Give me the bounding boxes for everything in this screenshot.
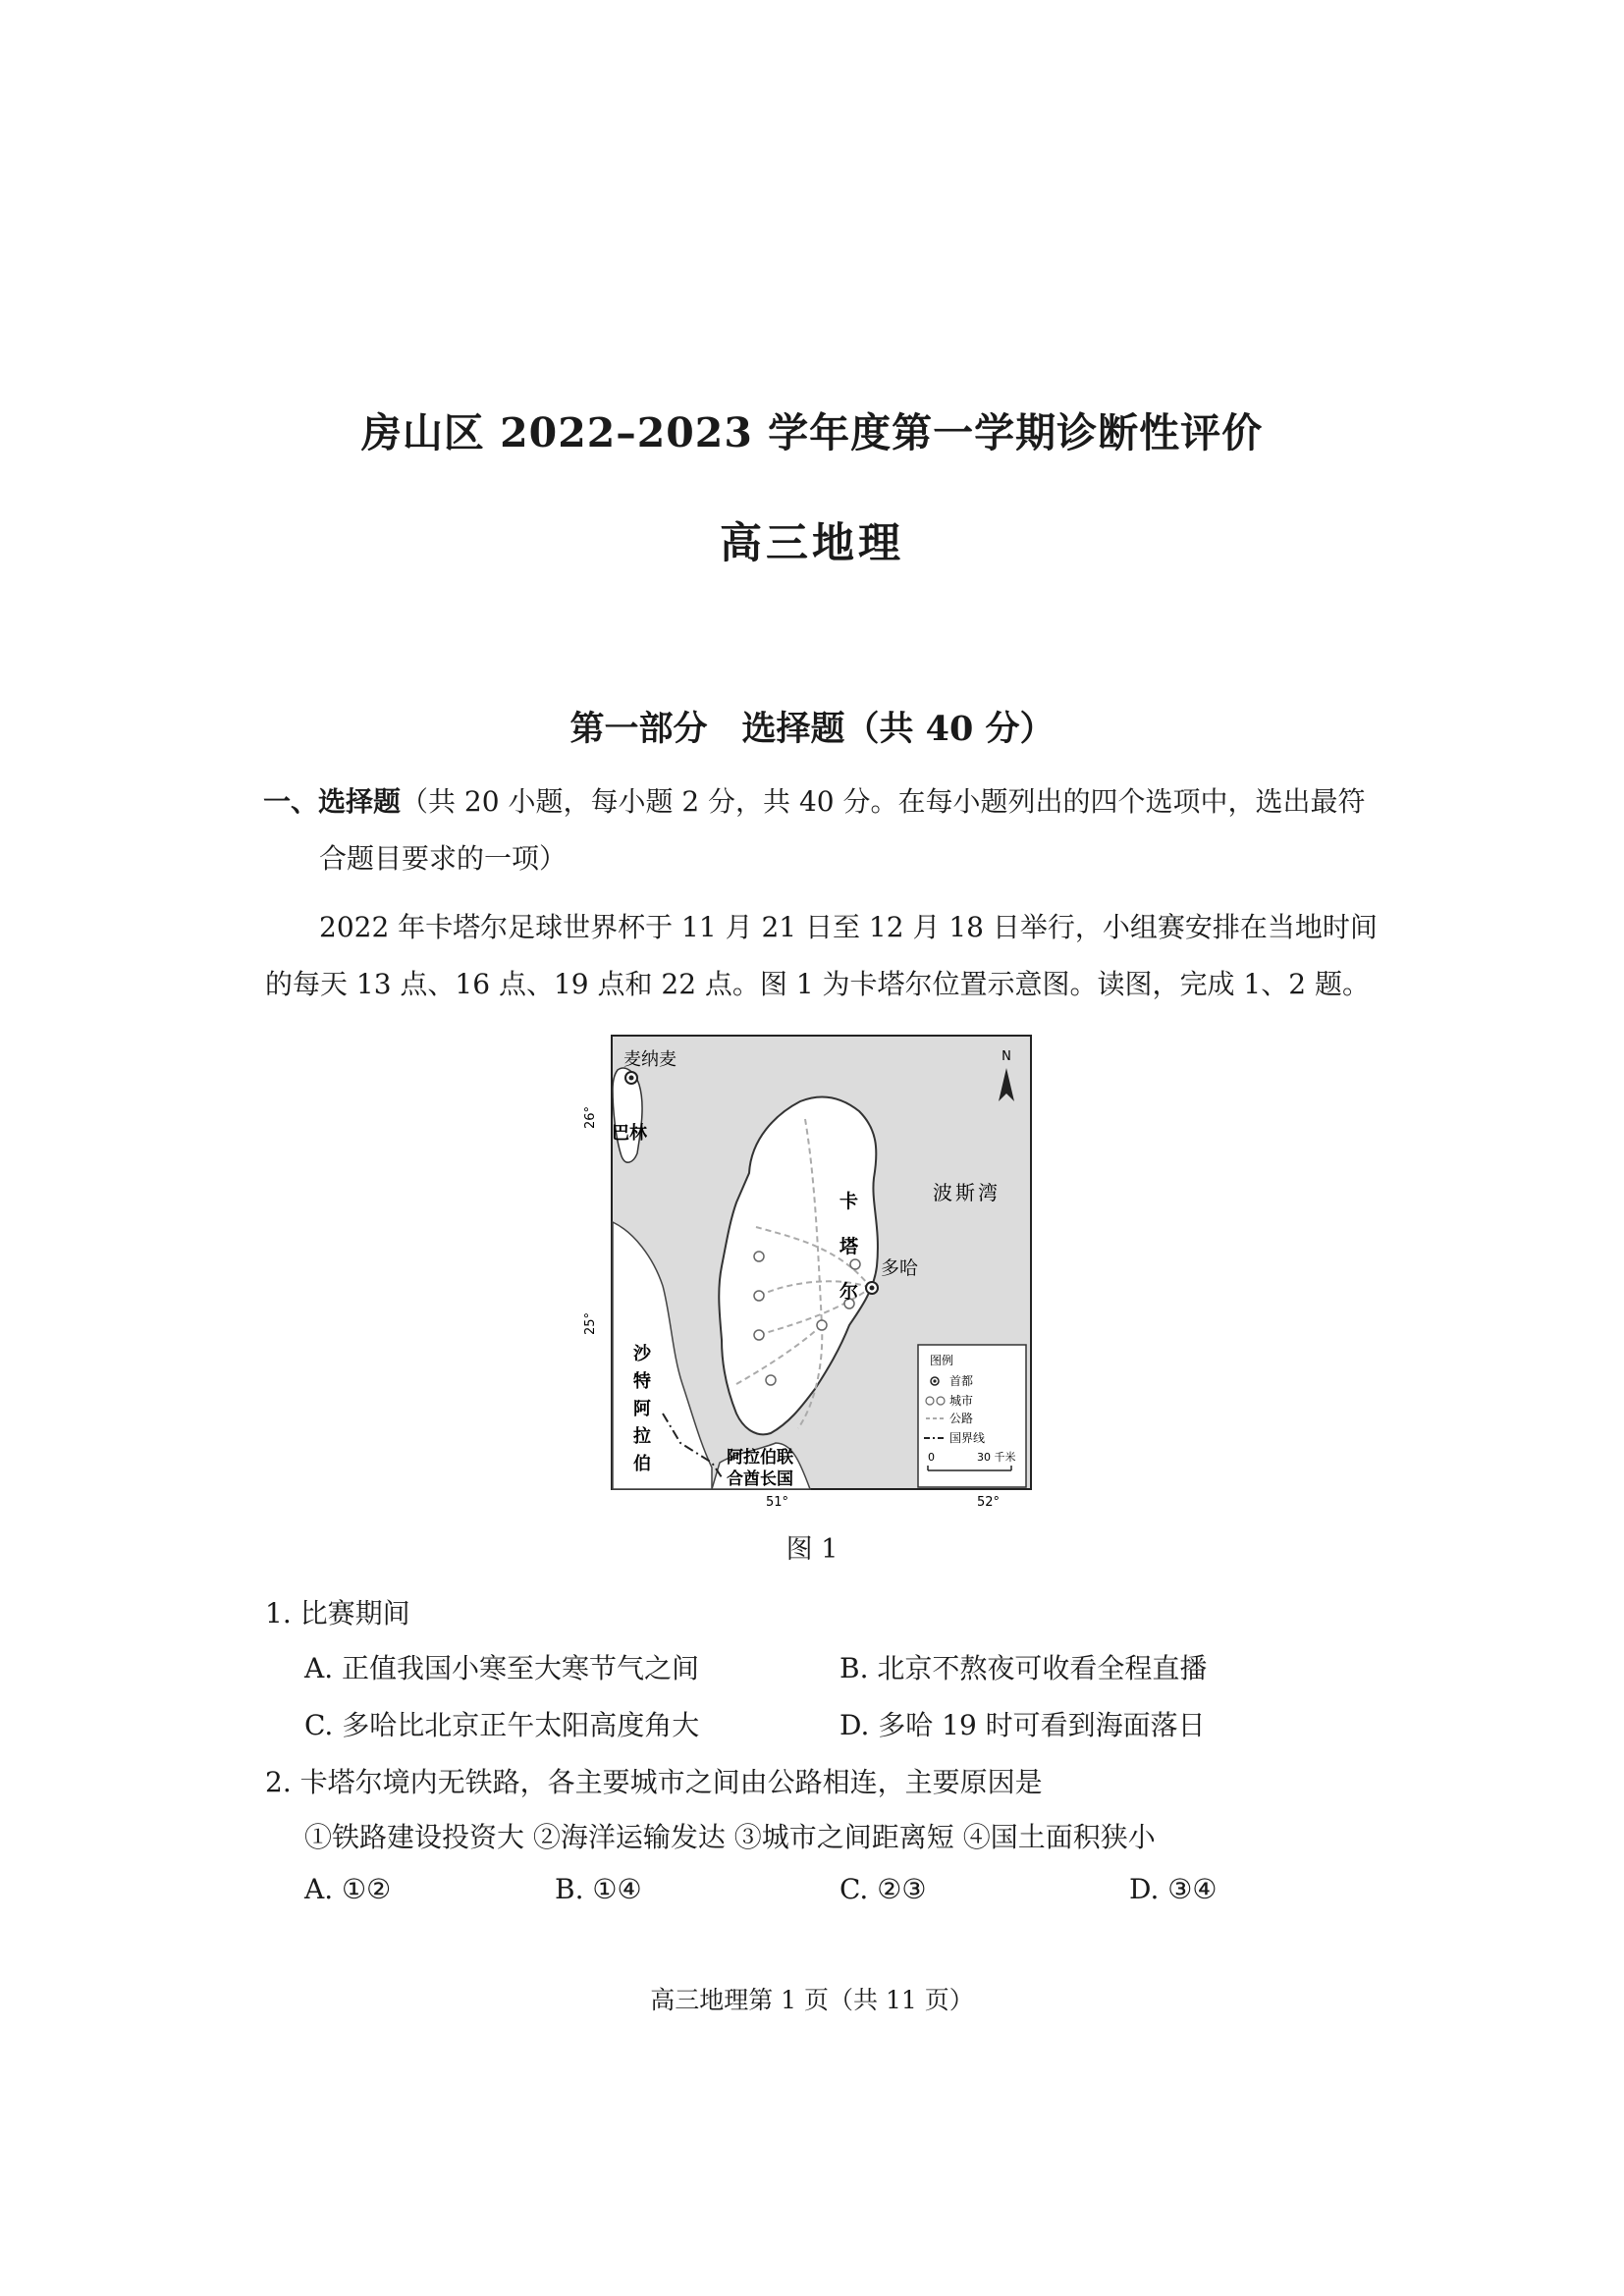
lat-tick-26: 26° <box>583 1105 598 1129</box>
legend-border: 国界线 <box>949 1431 986 1445</box>
section-heading: 第一部分 选择题（共 40 分） <box>569 709 1055 749</box>
page-footer: 高三地理第 1 页（共 11 页） <box>650 1986 974 2014</box>
lon-tick-52: 52° <box>977 1495 1001 1510</box>
label-qatar-1: 卡 <box>839 1191 859 1212</box>
instructions-text: （共 20 小题，每小题 2 分，共 40 分。在每小题列出的四个选项中，选出最符 <box>401 785 1366 818</box>
question-2-factors: ①铁路建设投资大 ②海洋运输发达 ③城市之间距离短 ④国土面积狭小 <box>304 1821 1156 1853</box>
legend-scale-max: 30 千米 <box>977 1451 1016 1464</box>
label-persian-gulf: 波斯湾 <box>933 1181 1001 1204</box>
label-qatar-3: 尔 <box>839 1281 859 1303</box>
legend-city: 城市 <box>949 1394 974 1408</box>
question-2-option-c: C. ②③ <box>839 1873 927 1905</box>
question-1-option-d: D. 多哈 19 时可看到海面落日 <box>839 1709 1206 1741</box>
label-uae-2: 合酋长国 <box>727 1469 793 1489</box>
stem-line-1: 2022 年卡塔尔足球世界杯于 11 月 21 日至 12 月 18 日举行，小组赛安排在当地时间 <box>319 911 1378 943</box>
question-2-option-b: B. ①④ <box>555 1873 642 1905</box>
qatar-location-map <box>565 1031 1036 1510</box>
legend-scale-zero: 0 <box>928 1451 935 1464</box>
legend-road: 公路 <box>949 1412 974 1425</box>
legend-capital: 首都 <box>949 1374 974 1388</box>
stem-line-2: 的每天 13 点、16 点、19 点和 22 点。图 1 为卡塔尔位置示意图。读图，完成 1、2 题。 <box>265 968 1370 1000</box>
question-2-option-a: A. ①② <box>304 1873 392 1905</box>
question-1-option-b: B. 北京不熬夜可收看全程直播 <box>839 1652 1208 1684</box>
subject-title: 高三地理 <box>720 519 904 568</box>
label-uae-1: 阿拉伯联 <box>727 1448 793 1468</box>
instructions-line-2: 合题目要求的一项） <box>319 842 568 875</box>
lat-tick-25: 25° <box>583 1311 598 1335</box>
question-1-stem: 1. 比赛期间 <box>265 1597 410 1629</box>
north-label: N <box>1001 1049 1011 1064</box>
question-1-option-a: A. 正值我国小寒至大寒节气之间 <box>304 1652 700 1684</box>
label-manama: 麦纳麦 <box>623 1049 677 1070</box>
question-1-option-c: C. 多哈比北京正午太阳高度角大 <box>304 1709 700 1741</box>
exam-title: 房山区 2022–2023 学年度第一学期诊断性评价 <box>360 409 1264 456</box>
figure-caption: 图 1 <box>785 1534 839 1565</box>
label-saudi-1: 沙 <box>633 1344 651 1364</box>
map-legend <box>918 1345 1026 1487</box>
part-label: 一、选择题 <box>263 785 402 818</box>
label-saudi-3: 阿 <box>633 1399 651 1419</box>
question-2-option-d: D. ③④ <box>1129 1873 1218 1905</box>
label-saudi-5: 伯 <box>633 1454 651 1474</box>
instructions-line-1 <box>263 781 1366 823</box>
label-bahrain: 巴林 <box>612 1123 647 1144</box>
question-2-stem: 2. 卡塔尔境内无铁路，各主要城市之间由公路相连，主要原因是 <box>265 1766 1043 1798</box>
legend-title: 图例 <box>930 1354 954 1367</box>
label-saudi-2: 特 <box>633 1371 651 1392</box>
label-doha: 多哈 <box>881 1257 919 1279</box>
label-saudi-4: 拉 <box>633 1426 651 1447</box>
lon-tick-51: 51° <box>766 1495 789 1510</box>
label-qatar-2: 塔 <box>839 1236 859 1257</box>
